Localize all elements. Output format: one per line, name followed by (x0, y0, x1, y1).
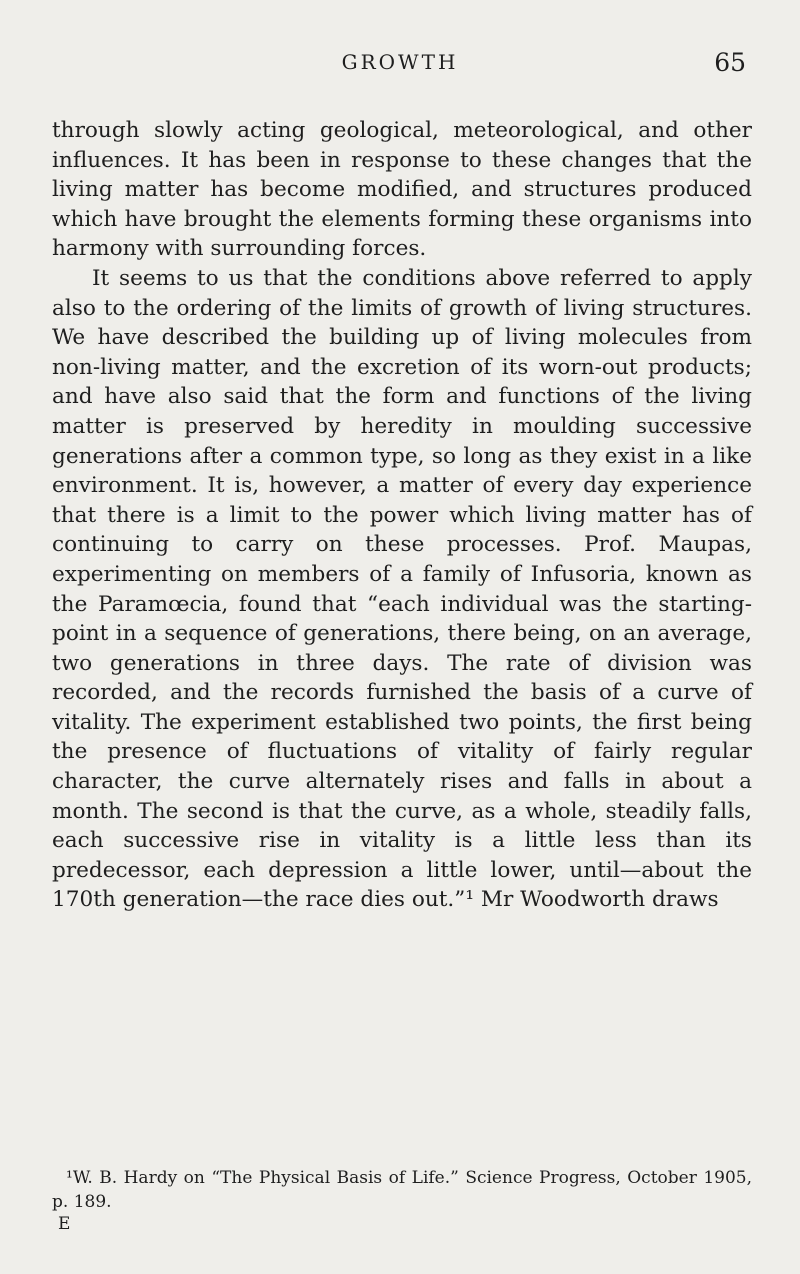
page-number: 65 (714, 48, 746, 77)
footnote: ¹W. B. Hardy on “The Physical Basis of Life.” Science Progress, October 1905, p. 189. (52, 1168, 752, 1212)
body-text (52, 116, 752, 915)
running-head: GROWTH (341, 50, 459, 74)
paragraph: It seems to us that the conditions above referred to apply also to the ordering of the limits of growth of living structures. We have described the building up of living molecules from non-living matter, and the excretion of its worn-out products; and have also said that the form and functions of the living matter is preserved by heredity in moulding successive generations after a common type, so long as they exist in a like environment. It is, however, a matter of every day experience that there is a limit to the power which living matter has of continuing to carry on these processes. Prof. Maupas, experimenting on members of a family of Infusoria, known as the Paramœcia, found that “each individual was the starting-point in a sequence of generations, there being, on an average, two generations in three days. The rate of division was recorded, and the records furnished the basis of a curve of vitality. The experiment established two points, the first being the presence of fluctuations of vitality of fairly regular character, the curve alternately rises and falls in about a month. The second is that the curve, as a whole, steadily falls, each successive rise in vitality is a little less than its predecessor, each depression a little lower, until—about the 170th generation—the race dies out.”¹ Mr Woodworth draws (52, 265, 752, 913)
page-header (52, 48, 748, 88)
paragraph: through slowly acting geological, meteorological, and other influences. It has been in response to these changes that the living matter has become modified, and structures produced which have brought the elements forming these organisms into harmony with surrounding forces. (52, 118, 752, 262)
signature-mark: E (58, 1214, 71, 1234)
